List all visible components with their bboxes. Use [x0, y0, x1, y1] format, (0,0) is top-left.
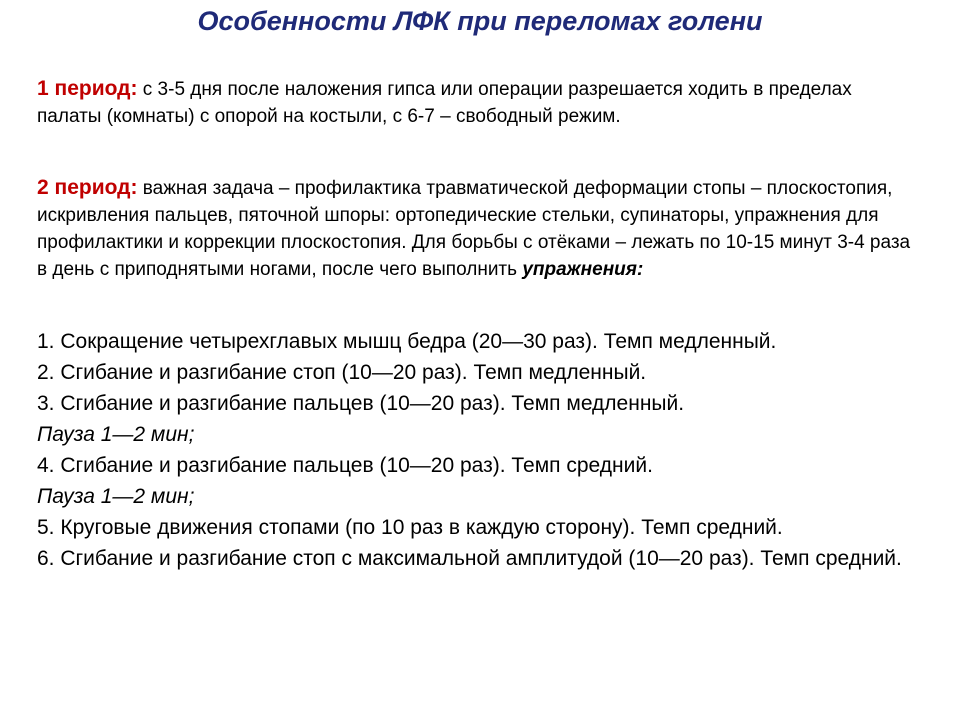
- exercise-item: 5. Круговые движения стопами (по 10 раз в каждую сторону). Темп средний.: [37, 516, 783, 539]
- period-1-label: 1 период:: [37, 77, 138, 100]
- pause-item: Пауза 1—2 мин;: [37, 485, 195, 508]
- exercise-item: 6. Сгибание и разгибание стоп с максимальной амплитудой (10—20 раз). Темп средний.: [37, 547, 902, 570]
- period-2-text: важная задача – профилактика травматической деформации стопы – плоскостопия, искривления пальцев, пяточной шпоры: ортопедические стельки, супинаторы, упражнения для профилактики и коррекции плоскостопия. Для борьбы с отёками – лежать по 10-15 минут 3-4 раза в день с приподнятыми ногами, после чего выполнить: [37, 178, 911, 280]
- slide-title: Особенности ЛФК при переломах голени: [197, 6, 763, 36]
- exercise-list: [37, 326, 927, 574]
- pause-item: Пауза 1—2 мин;: [37, 423, 195, 446]
- period-2-emphasis: упражнения:: [522, 259, 644, 280]
- exercise-item: 3. Сгибание и разгибание пальцев (10—20 раз). Темп медленный.: [37, 392, 685, 415]
- exercise-item: 4. Сгибание и разгибание пальцев (10—20 раз). Темп средний.: [37, 454, 653, 477]
- exercise-item: 1. Сокращение четырехглавых мышц бедра (20—30 раз). Темп медленный.: [37, 330, 777, 353]
- period-1-text: с 3-5 дня после наложения гипса или операции разрешается ходить в пределах палаты (комнаты) с опорой на костыли, с 6-7 – свободный режим.: [37, 79, 852, 127]
- period-2-paragraph: [37, 174, 917, 283]
- period-2-label: 2 период:: [37, 176, 138, 199]
- period-1-paragraph: [37, 75, 917, 130]
- exercise-item: 2. Сгибание и разгибание стоп (10—20 раз). Темп медленный.: [37, 361, 647, 384]
